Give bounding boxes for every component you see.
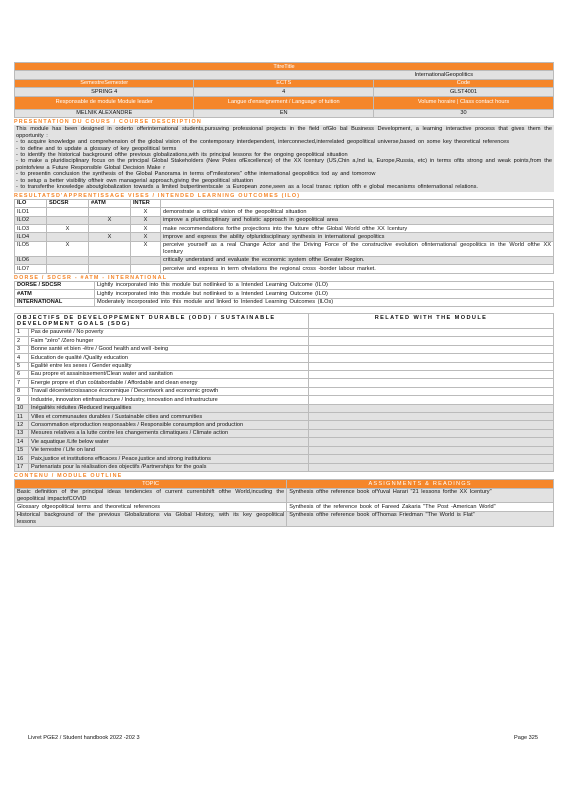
sdg-text: Faim "zéro" /Zero hunger	[29, 337, 309, 345]
ilo-id: ILO3	[15, 225, 47, 233]
semester-label: SemestreSemester	[15, 79, 194, 87]
sdg-text: Vie aquatique /Life below water	[29, 438, 309, 446]
sdg-text: Bonne santé et bien -être / Good health and well -being	[29, 345, 309, 353]
sdg-number: 3	[15, 345, 29, 353]
dorse-heading: DORSE / SDCSR - #ATM - INTERNATIONAL	[14, 274, 168, 281]
outline-topic: Glossary ofgeopolitical terms and theoretical references	[15, 503, 287, 511]
sdg-text: Paix,justice et institutions efficaces / Peace,justice and strong institutions	[29, 455, 309, 463]
contenu-heading: CONTENU / MODULE OUTLINE	[14, 473, 123, 480]
sdg-related	[309, 354, 554, 362]
ilo-inter	[131, 265, 161, 273]
col-inter: INTER	[131, 199, 161, 207]
sdg-number: 7	[15, 379, 29, 387]
ilo-sdcsr	[47, 208, 89, 216]
sdg-number: 8	[15, 387, 29, 395]
ects-value: 4	[194, 88, 373, 96]
sdg-related-label: RELATED WITH THE MODULE	[309, 314, 554, 329]
ilo-atm	[89, 256, 131, 264]
semester-value: SPRING 4	[15, 88, 194, 96]
ilo-sdcsr	[47, 256, 89, 264]
sdg-heading: OBJECTIFS DE DEVELOPPEMENT DURABLE (ODD) / SUSTAINABLE DEVELOPMENT GOALS (SDG)	[15, 314, 309, 329]
ilo-sdcsr	[47, 265, 89, 273]
sdg-related	[309, 429, 554, 437]
module-sheet	[14, 62, 554, 527]
ilo-id: ILO6	[15, 256, 47, 264]
footer-handbook: Livret PGE2 / Student handbook 2022 -202 3	[28, 735, 140, 741]
sdg-related	[309, 438, 554, 446]
ilo-atm: X	[89, 216, 131, 224]
page-footer	[28, 735, 538, 741]
ects-label: ECTS	[194, 79, 373, 87]
sdg-text: Energie propre et d'un coûtabordable / Affordable and clean energy	[29, 379, 309, 387]
ilo-text: demonstrate a critical vision of the geopolitical situation	[161, 208, 554, 216]
sdg-text: Inégalités réduites /Reduced inequalities	[29, 404, 309, 412]
outcomes-table	[14, 199, 554, 274]
footer-page-number: Page 325	[514, 735, 538, 741]
sdg-table	[14, 313, 554, 472]
sdg-related	[309, 370, 554, 378]
ilo-inter: X	[131, 225, 161, 233]
outline-topic: Historical background of the previous Globalizations via Global History, with its key geopolitical lessons	[15, 511, 287, 526]
sdg-number: 4	[15, 354, 29, 362]
outline-reading: Synthesis ofthe reference book ofYuval Harari "21 lessons forthe XX Icentury"	[287, 488, 554, 503]
presentation-line: - to make a pluridisciplinary focus on the principal Global Stakeholders (New Poles ofExcellence) of the XX Icentury (US,Chin a,Ind ia, Europe,Russia, etc) in terms ofits strong and weak points,from the pointofview a Future Responsible Global Decision Make r	[16, 158, 552, 171]
ilo-text: perceive yourself as a real Change Actor and the Driving Force of the constructive evolution ofinternational geopolitics in the World ofthe XX Icentury	[161, 241, 554, 256]
sdg-related	[309, 421, 554, 429]
sdg-related	[309, 362, 554, 370]
sdg-related	[309, 328, 554, 336]
ilo-inter	[131, 256, 161, 264]
presentation-line: - to acquire knowledge and comprehension of the global vision of the contemporary interdependent, interconnected,interrelated geopolitical universe,based on some key theoretical references	[16, 139, 510, 146]
sdg-number: 12	[15, 421, 29, 429]
assignments-header: ASSIGNMENTS & READINGS	[287, 480, 554, 488]
sdg-text: Partenariats pour la réalisation des objectifs /Partnerships for the goals	[29, 463, 309, 471]
sdg-number: 6	[15, 370, 29, 378]
volume-value: 30	[373, 109, 553, 117]
title-value: InternationalGeopolitics	[15, 71, 554, 79]
langue-value: EN	[194, 109, 373, 117]
ilo-text: improve and express the ability ofpluridisciplinary synthesis in international geopolitics	[161, 233, 554, 241]
volume-label: Volume horaire | Class contact hours	[373, 96, 553, 109]
sdg-related	[309, 404, 554, 412]
ilo-inter: X	[131, 216, 161, 224]
ilo-inter: X	[131, 233, 161, 241]
presentation-line: - to identify the historical background ofthe previous globalizations,with its principal lessons for the ongoing geopolitical situation	[16, 152, 348, 158]
dorse-label: DORSE / SDCSR	[15, 281, 95, 289]
topic-header: TOPIC	[15, 480, 287, 488]
ilo-atm	[89, 265, 131, 273]
sdg-number: 10	[15, 404, 29, 412]
dorse-table	[14, 281, 554, 307]
sdg-text: Vie terrestre / Life on land	[29, 446, 309, 454]
sdg-number: 2	[15, 337, 29, 345]
presentation-heading: PRESENTATION DU COURS / COURSE DESCRIPTION	[14, 119, 202, 126]
ilo-id: ILO2	[15, 216, 47, 224]
dorse-text: Lightly incorporated into this module but notlinked to a Intended Learning Outcome (ILO)	[95, 281, 554, 289]
sdg-text: Industrie, innovation etinfrastructure / Industry, innovation and infrastructure	[29, 396, 309, 404]
outline-table	[14, 479, 554, 527]
sdg-number: 5	[15, 362, 29, 370]
sdg-related	[309, 345, 554, 353]
sdg-related	[309, 463, 554, 471]
dorse-label: #ATM	[15, 290, 95, 298]
ilo-text: critically understand and evaluate the economic system ofthe Greater Region.	[161, 256, 554, 264]
sdg-number: 15	[15, 446, 29, 454]
sdg-number: 11	[15, 413, 29, 421]
outline-reading: Synthesis of the reference book of Fareed Zakaria "The Post -American World"	[287, 503, 554, 511]
ilo-atm	[89, 241, 131, 256]
presentation-line: - to transferthe knowledge aboutglobalization towards a limited butpertinentscale :a European zone,seen as a local transc ription ofth e global mecanisms ofinternational relations.	[16, 184, 478, 191]
presentation-line: - to setup a better visibility oftheir own managerial approach,giving the geopolitical situation	[16, 177, 254, 184]
ilo-text: improve a pluridisciplinary and holistic approach in geopolitical area	[161, 216, 554, 224]
code-label: Code	[373, 79, 553, 87]
ilo-sdcsr	[47, 216, 89, 224]
sdg-text: Pas de pauvreté / No poverty	[29, 328, 309, 336]
outline-reading: Synthesis ofthe reference book ofThomas Friedman "The World is Flat"	[287, 511, 554, 526]
sdg-text: Travail décentetcroissance économique / Decentwork and economic growth	[29, 387, 309, 395]
header-table	[14, 62, 554, 118]
dorse-text: Lightly incorporated into this module but notlinked to a Intended Learning Outcome (ILO)	[95, 290, 554, 298]
ilo-sdcsr: X	[47, 225, 89, 233]
col-sdcsr: SDCSR	[47, 199, 89, 207]
ilo-sdcsr	[47, 233, 89, 241]
sdg-number: 16	[15, 455, 29, 463]
ilo-inter: X	[131, 241, 161, 256]
sdg-related	[309, 379, 554, 387]
col-atm: #ATM	[89, 199, 131, 207]
sdg-related	[309, 413, 554, 421]
ilo-atm: X	[89, 233, 131, 241]
ilo-sdcsr: X	[47, 241, 89, 256]
ilo-inter: X	[131, 208, 161, 216]
sdg-related	[309, 396, 554, 404]
sdg-related	[309, 446, 554, 454]
outline-topic: Basic definition of the principal ideas tendencies of current currentshift ofthe World,incuding the geopolitical impactofCOVID	[15, 488, 287, 503]
sdg-text: Egalité entre les sexes / Gender equality	[29, 362, 309, 370]
outcomes-heading: RESULTATSD'APPRENTISSAGE VISES / INTENDED LEARNING OUTCOMES (ILO)	[14, 192, 301, 199]
sdg-text: Education de qualité /Quality education	[29, 354, 309, 362]
responsable-label: Responsable de module Module leader	[15, 96, 194, 109]
sdg-text: Villes et communautes durables / Sustainable cities and communities	[29, 413, 309, 421]
sdg-text: Mesures relatives a la lutte contre les changements climatiques / Climate action	[29, 429, 309, 437]
sdg-related	[309, 455, 554, 463]
sdg-number: 1	[15, 328, 29, 336]
ilo-atm	[89, 208, 131, 216]
ilo-id: ILO4	[15, 233, 47, 241]
presentation-line: - to presentin conclusion the synthesis of the Global Panorama in terms of"milestones" ofthe international geopolitics tod ay and tomorrow	[16, 171, 376, 178]
presentation-line: - to define and to update a glossary of key geopolitical terms	[16, 145, 177, 152]
presentation-line: This module has been designed in orderto offerinternational students,pursuving professional projects in the field ofGlo bal Business Development, a learning interactive process that gives them the opportunity :	[16, 126, 552, 139]
dorse-label: INTERNATIONAL	[15, 298, 95, 306]
sdg-number: 13	[15, 429, 29, 437]
langue-label: Langue d'enseignement / Language of tuition	[194, 96, 373, 109]
col-ilo: ILO	[15, 199, 47, 207]
ilo-text: perceive and express in term ofrelations the regional cross -border labour market.	[161, 265, 554, 273]
sdg-number: 14	[15, 438, 29, 446]
title-label: TitreTitle	[15, 63, 554, 71]
code-value: GLST4001	[373, 88, 553, 96]
sdg-number: 9	[15, 396, 29, 404]
ilo-id: ILO1	[15, 208, 47, 216]
responsable-value: MELNIK ALEXANDRE	[15, 109, 194, 117]
ilo-atm	[89, 225, 131, 233]
ilo-text: make recommendations forthe projections into the future ofthe Global World ofthe XX Icentury	[161, 225, 554, 233]
dorse-text: Moderately incorporated into this module and linked to Intended Learning Outcomes (ILOs)	[95, 298, 554, 306]
sdg-text: Eau propre et assainissement/Clean water and sanitation	[29, 370, 309, 378]
sdg-text: Consommation etproduction responsables / Responsible consumption and production	[29, 421, 309, 429]
ilo-id: ILO7	[15, 265, 47, 273]
sdg-related	[309, 337, 554, 345]
ilo-id: ILO5	[15, 241, 47, 256]
sdg-number: 17	[15, 463, 29, 471]
presentation-body	[14, 125, 554, 191]
sdg-related	[309, 387, 554, 395]
